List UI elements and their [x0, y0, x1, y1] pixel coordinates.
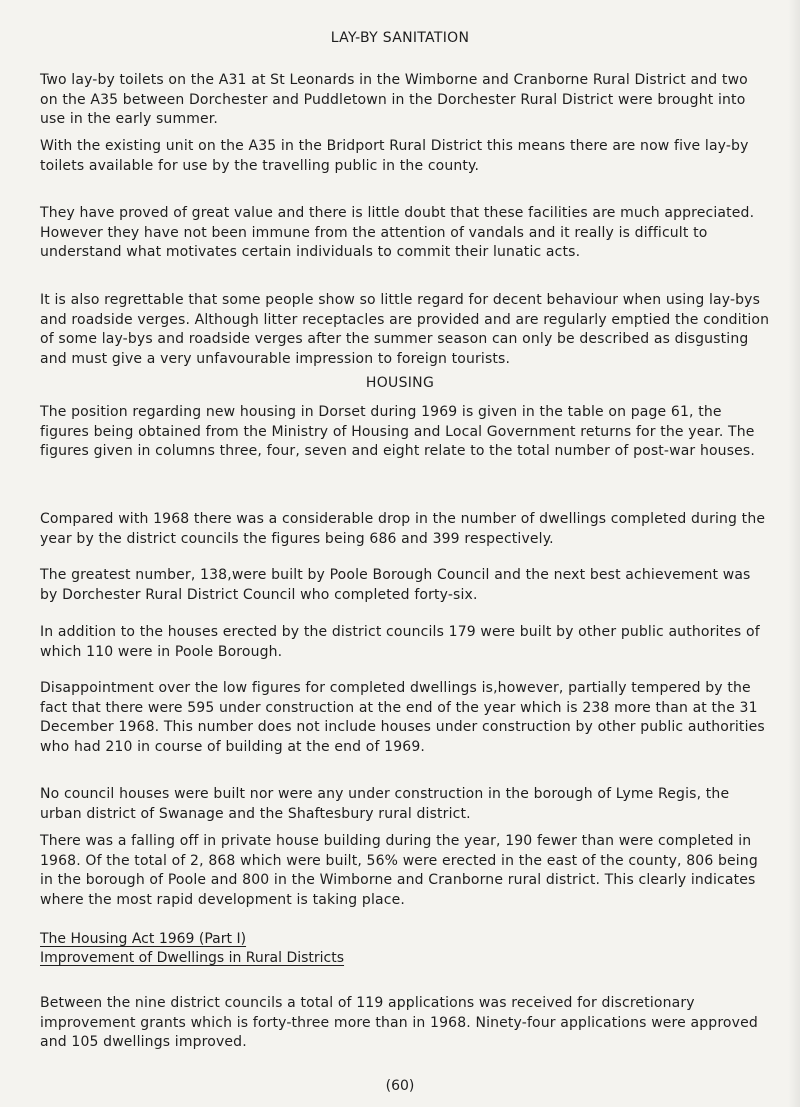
subheading-improvement — [40, 949, 344, 969]
paragraph: The position regarding new housing in Dorset during 1969 is given in the table on page 61, the figures being obtained from the Ministry of Housing and Local Government returns for the year. The figures given in columns three, four, seven and eight relate to the total number of post-war houses. — [40, 404, 755, 459]
page-number: (60) — [385, 1078, 415, 1094]
subheading-improvement-text: Improvement of Dwellings in Rural Districts — [40, 950, 345, 966]
paragraph: It is also regrettable that some people show so little regard for decent behaviour when using lay-bys and roadside verges. Although litter receptacles are provided and are regularly emptied the condition of some lay-bys and roadside verges after the summer season can only be described as disgusting and must give a very unfavourable impression to foreign tourists. — [40, 292, 770, 367]
paragraph: In addition to the houses erected by the district councils 179 were built by other public authorites of which 110 were in Poole Borough. — [40, 624, 760, 660]
paragraph: Compared with 1968 there was a considerable drop in the number of dwellings completed during the year by the district councils the figures being 686 and 399 respectively. — [40, 511, 766, 547]
subheading-housing-act-text: The Housing Act 1969 (Part I) — [40, 931, 247, 947]
paragraph: They have proved of great value and there is little doubt that these facilities are much appreciated. However they have not been immune from the attention of vandals and it really is difficult to understand what motivates certain individuals to commit their lunatic acts. — [40, 205, 755, 260]
paragraph: The greatest number, 138,were built by Poole Borough Council and the next best achievement was by Dorchester Rural District Council who completed forty-six. — [40, 567, 751, 603]
paragraph: Disappointment over the low figures for completed dwellings is,however, partially tempered by the fact that there were 595 under construction at the end of the year which is 238 more than at the 31 December 1968. This number does not include houses under construction by other public authorities who had 210 in course of building at the end of 1969. — [40, 680, 765, 755]
section-heading-housing: HOUSING — [365, 375, 435, 391]
paragraph: There was a falling off in private house building during the year, 190 fewer than were completed in 1968. Of the total of 2, 868 which were built, 56% were erected in the east of the county, 806 being in the borough of Poole and 800 in the Wimborne and Cranborne rural district. This clearly indicates where the most rapid development is taking place. — [40, 833, 758, 908]
page-edge-shadow — [788, 0, 800, 1107]
paragraph: Two lay-by toilets on the A31 at St Leonards in the Wimborne and Cranborne Rural District and two on the A35 between Dorchester and Puddletown in the Dorchester Rural District were brought into use in the early summer. — [40, 72, 748, 127]
subheading-housing-act — [40, 930, 246, 950]
section-heading-lay-by-sanitation: LAY-BY SANITATION — [330, 30, 470, 46]
paragraph: No council houses were built nor were any under construction in the borough of Lyme Regis, the urban district of Swanage and the Shaftesbury rural district. — [40, 786, 730, 822]
paragraph: With the existing unit on the A35 in the Bridport Rural District this means there are now five lay-by toilets available for use by the travelling public in the county. — [40, 138, 749, 174]
paragraph: Between the nine district councils a total of 119 applications was received for discretionary improvement grants which is forty-three more than in 1968. Ninety-four applications were approved and 105 dwellings improved. — [40, 995, 758, 1050]
